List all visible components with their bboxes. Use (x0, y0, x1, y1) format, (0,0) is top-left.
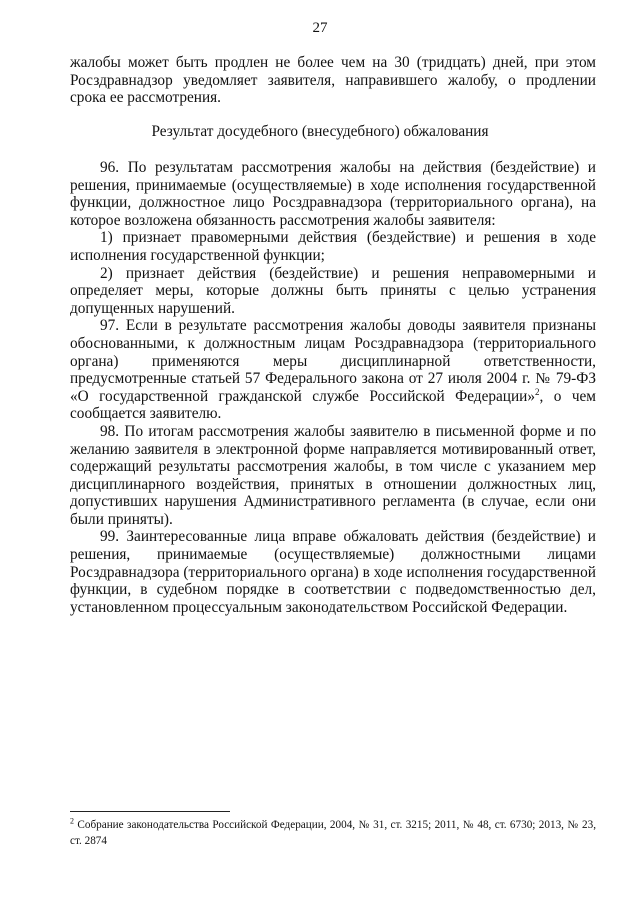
page-number: 27 (312, 20, 328, 36)
paragraph-96-item-1: 1) признает правомерными действия (бездействие) и решения в ходе исполнения государственной функции; (70, 229, 596, 264)
section-heading: Результат досудебного (внесудебного) обжалования (151, 123, 489, 140)
paragraph-97 (70, 317, 596, 423)
intro-paragraph-block (70, 54, 596, 107)
paragraph-97-text: 97. Если в результате рассмотрения жалобы доводы заявителя признаны обоснованными, к должностным лицам Росздравнадзора (территориального органа) применяются меры дисциплинарной ответственности, предусмотренные статьей 57 Федерального закона от 27 июля 2004 г. № 79-ФЗ «О государственной гражданской службе Российской Федерации» (70, 317, 596, 405)
footnote (70, 818, 596, 849)
paragraph-96-item-2: 2) признает действия (бездействие) и решения неправомерными и определяет меры, которые должны быть приняты с целью устранения допущенных нарушений. (70, 264, 596, 317)
footnote-marker: 2 (70, 816, 74, 826)
footnote-text: Собрание законодательства Российской Федерации, 2004, № 31, ст. 3215; 2011, № 48, ст. 6730; 2013, № 23, ст. 2874 (70, 819, 596, 847)
paragraph-98: 98. По итогам рассмотрения жалобы заявителю в письменной форме и по желанию заявителя в электронной форме направляется мотивированный ответ, содержащий результаты рассмотрения жалобы, в том числе с указанием мер дисциплинарного воздействия, принятых в отношении должностных лиц, допустивших нарушения Административного регламента (в случае, если они были приняты). (70, 422, 596, 528)
footnote-reference: 2 (535, 386, 540, 397)
paragraph-97-tail: , о чем сообщается заявителю. (70, 387, 596, 423)
intro-paragraph: жалобы может быть продлен не более чем на 30 (тридцать) дней, при этом Росздравнадзор уведомляет заявителя, направившего жалобу, о продлении срока ее рассмотрения. (70, 54, 596, 107)
body-text (70, 159, 596, 616)
paragraph-99: 99. Заинтересованные лица вправе обжаловать действия (бездействие) и решения, принимаемые (осуществляемые) должностными лицами Росздравнадзора (территориального органа) в ходе исполнения государственной функции, в судебном порядке в соответствии с подведомственностью дел, установленном процессуальным законодательством Российской Федерации. (70, 528, 596, 616)
paragraph-96: 96. По результатам рассмотрения жалобы на действия (бездействие) и решения, принимаемые (осуществляемые) в ходе исполнения государственной функции, должностное лицо Росздравнадзора (территориального органа), на которое возложена обязанность рассмотрения жалобы заявителя: (70, 159, 596, 229)
footnote-divider (70, 811, 230, 812)
